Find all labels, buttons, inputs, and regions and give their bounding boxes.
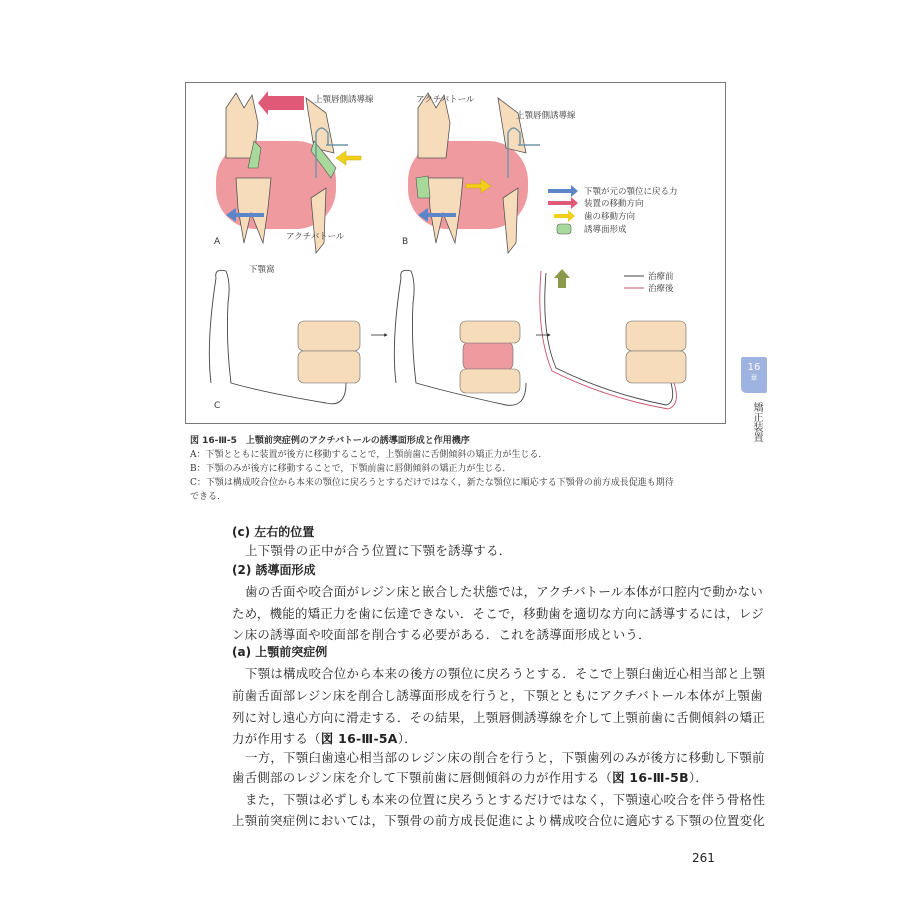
heading-a: (a) 上顎前突症例 <box>232 645 328 659</box>
paragraph-line: 前歯舌面部レジン床を削合し誘導面形成を行うと，下顎とともにアクチバトール本体が上顎歯 <box>232 688 763 703</box>
panel-c-drawing <box>209 270 676 409</box>
legend-item-guide-plane: 誘導面形成 <box>584 225 627 235</box>
caption-line: B：下顎のみが後方に移動することで，下顎前歯に唇側傾斜の矯正力が生じる． <box>190 464 512 474</box>
paragraph-line: 列に対し遠心方向に滑走する．その結果，上顎唇側誘導線を介して上顎前歯に舌側傾斜の矯正 <box>232 710 766 725</box>
caption-line: C：下顎は構成咬合位から本来の顎位に戻ろうとするだけではなく，新たな顎位に順応する下顎骨の前方成長促進も期待 <box>190 478 674 488</box>
legend-item-tooth-direction: 歯の移動方向 <box>584 212 636 222</box>
caption-line: A：下顎とともに装置が後方に移動することで，上顎前歯に舌側傾斜の矯正力が生じる． <box>190 450 548 460</box>
line-legend-after: 治療後 <box>648 284 674 294</box>
label-glenoid-fossa: 下顎窩 <box>249 265 275 275</box>
legend-markers <box>548 185 578 234</box>
label-labial-bow-b: 上顎唇側誘導線 <box>516 111 576 121</box>
line-legend-before: 治療前 <box>648 272 674 282</box>
paragraph-line: 上下顎骨の正中が合う位置に下顎を誘導する． <box>245 543 512 558</box>
label-activator-b: アクチバトール <box>416 95 475 105</box>
figure-caption-title: 図 16-Ⅲ-5 上顎前突症例のアクチバトールの誘導面形成と作用機序 <box>190 436 470 446</box>
paragraph-line: 歯の舌面や咬合面がレジン床と嵌合した状態では，アクチバトール本体が口腔内で動かない <box>245 584 764 599</box>
chapter-number: 16 <box>747 362 761 373</box>
chapter-title: 矯正装置 <box>751 402 762 442</box>
label-activator-a: アクチバトール <box>286 232 345 242</box>
figure-16-3-5 <box>185 82 726 424</box>
caption-line: できる． <box>190 492 227 502</box>
panel-label-b: B <box>402 237 409 247</box>
figure-reference-b[interactable]: 図 16-Ⅲ-5B <box>612 770 689 785</box>
chapter-tab <box>741 357 767 393</box>
chapter-suffix: 章 <box>750 374 758 382</box>
paragraph-line: また，下顎は必ずしも本来の位置に戻ろうとするだけではなく，下顎遠心咬合を伴う骨格性 <box>245 792 766 807</box>
label-labial-bow-a: 上顎唇側誘導線 <box>314 95 374 105</box>
heading-c: (c) 左右的位置 <box>232 525 315 539</box>
panel-label-a: A <box>214 237 221 247</box>
paragraph-line: ため，機能的矯正力を歯に伝達できない．そこで，移動歯を適切な方向に誘導するには，レジ <box>232 606 764 621</box>
page-number: 261 <box>692 851 715 865</box>
paragraph-line: ン床の誘導面や咬面部を削合する必要がある．これを誘導面形成という． <box>232 627 651 642</box>
figure-illustration <box>186 83 727 425</box>
figure-reference-a[interactable]: 図 16-Ⅲ-5A <box>320 731 398 746</box>
paragraph-line: 力が作用する（図 16-Ⅲ-5A）． <box>232 731 417 746</box>
paragraph-line: 一方，下顎臼歯遠心相当部のレジン床の削合を行うと，下顎歯列のみが後方に移動し下顎前 <box>245 750 765 765</box>
legend-item-mandible-force: 下顎が元の顎位に戻る力 <box>584 187 678 197</box>
legend-item-appliance-direction: 装置の移動方向 <box>584 199 644 209</box>
heading-2: (2) 誘導面形成 <box>232 563 316 577</box>
paragraph-line: 上顎前突症例においては，下顎骨の前方成長促進により構成咬合位に適応する下顎の位置変化 <box>232 813 766 828</box>
panel-a-drawing <box>191 91 361 253</box>
paragraph-line: 歯舌側部のレジン床を介して下顎前歯に唇側傾斜の力が作用する（図 16-Ⅲ-5B）． <box>232 770 709 785</box>
panel-label-c: C <box>214 401 221 411</box>
paragraph-line: 下顎は構成咬合位から本来の後方の顎位に戻ろうとする．そこで上顎臼歯近心相当部と上顎 <box>245 666 766 681</box>
